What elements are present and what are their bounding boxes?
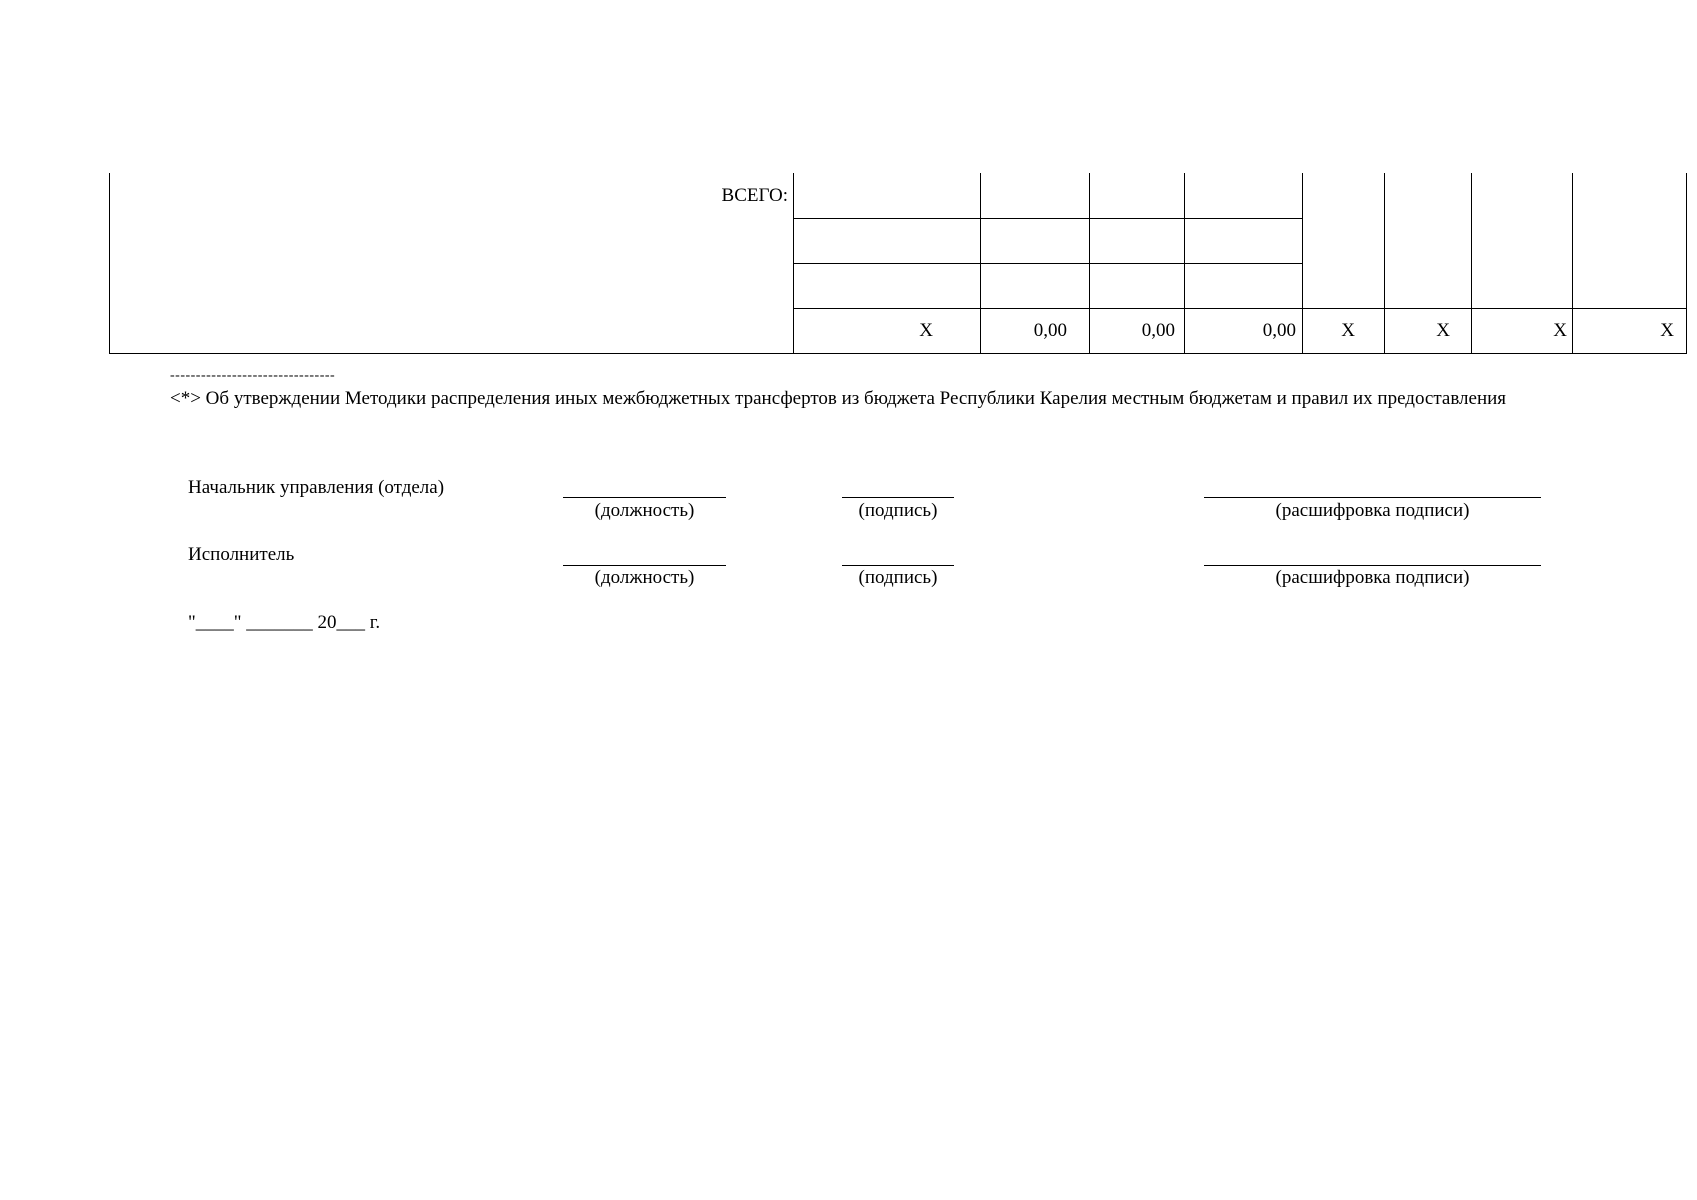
signature-line [842,565,954,566]
decoding-caption: (расшифровка подписи) [1275,500,1470,521]
position-line [563,565,726,566]
signature-caption: (подпись) [858,500,938,521]
table-cell: 0,00 [1033,320,1067,341]
table-border-right [1686,173,1687,354]
table-row-divider [793,308,1686,309]
date-line: "____" _______ 20___ г. [188,612,381,633]
decoding-caption: (расшифровка подписи) [1275,567,1470,588]
table-cell: Х [1341,320,1355,341]
decoding-line [1204,497,1541,498]
signature-caption: (подпись) [858,567,938,588]
table-border-left [109,173,110,354]
table-cell: 0,00 [1262,320,1296,341]
signature-role-label: Начальник управления (отдела) [188,477,445,498]
footnote-separator: -------------------------------- [170,368,336,383]
signature-line [842,497,954,498]
position-line [563,497,726,498]
position-caption: (должность) [594,500,695,521]
signature-role-label: Исполнитель [188,544,295,565]
table-border-bottom [109,353,1686,354]
footnote-text: <*> Об утверждении Методики распределения иных межбюджетных трансфертов из бюджета Республики Карелия местным бюджетам и правил их предоставления [170,388,1507,409]
table-cell: Х [1436,320,1450,341]
table-row-divider [793,218,1302,219]
table-cell: Х [1553,320,1567,341]
table-cell: Х [919,320,933,341]
table-row-divider [793,263,1302,264]
total-label: ВСЕГО: [721,185,788,206]
table-cell: 0,00 [1141,320,1175,341]
decoding-line [1204,565,1541,566]
table-cell: Х [1660,320,1674,341]
position-caption: (должность) [594,567,695,588]
